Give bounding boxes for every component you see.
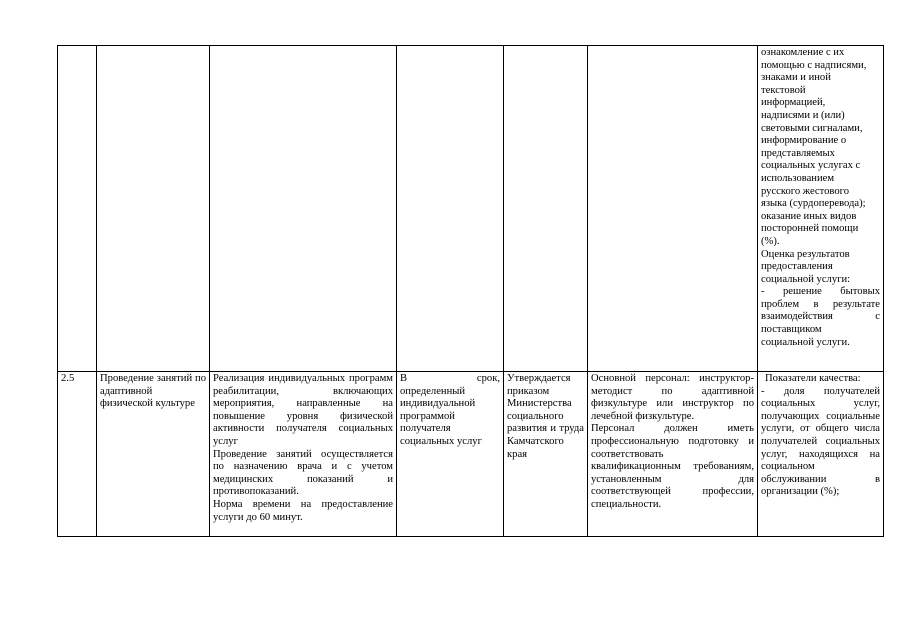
cell-number xyxy=(58,372,97,537)
service-conditions: Основной персонал: инструктор-методист по адаптивной физкультуре или инструктор по лечебной физкультуре. xyxy=(591,373,754,422)
indicator-line: русского жестового xyxy=(761,185,850,197)
indicator-line: помощью с надписями, xyxy=(761,59,867,71)
indicator-line: поставщиком xyxy=(761,324,822,336)
service-description: Реализация индивидуальных программ реабилитации, включающих мероприятия, направленные на повышение уровня физической активности получателя социальных услуг xyxy=(213,373,393,447)
service-description-3: Норма времени на предоставление услуги до 60 минут. xyxy=(213,498,393,523)
indicator-line: текстовой xyxy=(761,84,806,96)
cell-indicators xyxy=(758,46,884,372)
cell-indicators xyxy=(758,372,884,537)
indicator-line: оказание иных видов xyxy=(761,210,857,222)
indicator-line: ознакомление с их xyxy=(761,47,845,58)
service-term: В срок, определенный индивидуальной программой получателя социальных услуг xyxy=(400,373,500,447)
row-number: 2.5 xyxy=(61,373,75,384)
indicator-line: Оценка результатов xyxy=(761,248,850,260)
indicator-line: посторонней помощи xyxy=(761,223,859,235)
indicator-line: социальных услугах с xyxy=(761,160,861,172)
indicator-line: использованием xyxy=(761,172,835,184)
indicator-line: предоставления xyxy=(761,261,833,273)
indicator-line: информирование о xyxy=(761,135,847,147)
indicator-line: (%). xyxy=(761,235,780,247)
cell-term xyxy=(397,46,504,372)
indicators-body: - доля получателей социальных услуг, получающих социальные услуги, от общего числа получателей социальных услуг, находящихся на социальном обслуживании в организации (%); xyxy=(761,385,880,498)
indicator-line: языка (сурдоперевода); xyxy=(761,198,866,210)
cell-conditions xyxy=(588,372,758,537)
service-tariff: Утверждается приказом Министерства социального развития и труда Камчатского края xyxy=(507,373,584,460)
indicator-line: знаками и иной xyxy=(761,72,831,84)
indicator-line: информацией, xyxy=(761,97,826,109)
indicator-line: световыми сигналами, xyxy=(761,122,863,134)
indicator-line: социальной услуги: xyxy=(761,273,851,285)
cell-term xyxy=(397,372,504,537)
service-name: Проведение занятий по адаптивной физической культуре xyxy=(100,373,206,410)
service-conditions-2: Персонал должен иметь профессиональную подготовку и соответствовать квалификационным требованиям, установленным для соответствующей профессии, специальности. xyxy=(591,423,754,510)
cell-tariff xyxy=(504,46,588,372)
indicator-line: социальной услуги. xyxy=(761,336,850,348)
cell-number xyxy=(58,46,97,372)
indicator-line: - решение бытовых xyxy=(761,286,880,298)
cell-tariff xyxy=(504,372,588,537)
table-row xyxy=(58,46,884,372)
table-row xyxy=(58,372,884,537)
indicator-line: представляемых xyxy=(761,147,835,159)
indicators-title: Показатели качества: xyxy=(765,373,861,384)
indicator-line: надписями и (или) xyxy=(761,109,845,121)
cell-description xyxy=(210,372,397,537)
indicator-line: проблем в результате xyxy=(761,298,880,310)
cell-service-name xyxy=(97,46,210,372)
cell-service-name xyxy=(97,372,210,537)
indicator-line: взаимодействия с xyxy=(761,311,880,323)
cell-conditions xyxy=(588,46,758,372)
service-description-2: Проведение занятий осуществляется по назначению врача и с учетом медицинских показаний и противопоказаний. xyxy=(213,448,393,498)
cell-description xyxy=(210,46,397,372)
services-table xyxy=(57,45,884,537)
